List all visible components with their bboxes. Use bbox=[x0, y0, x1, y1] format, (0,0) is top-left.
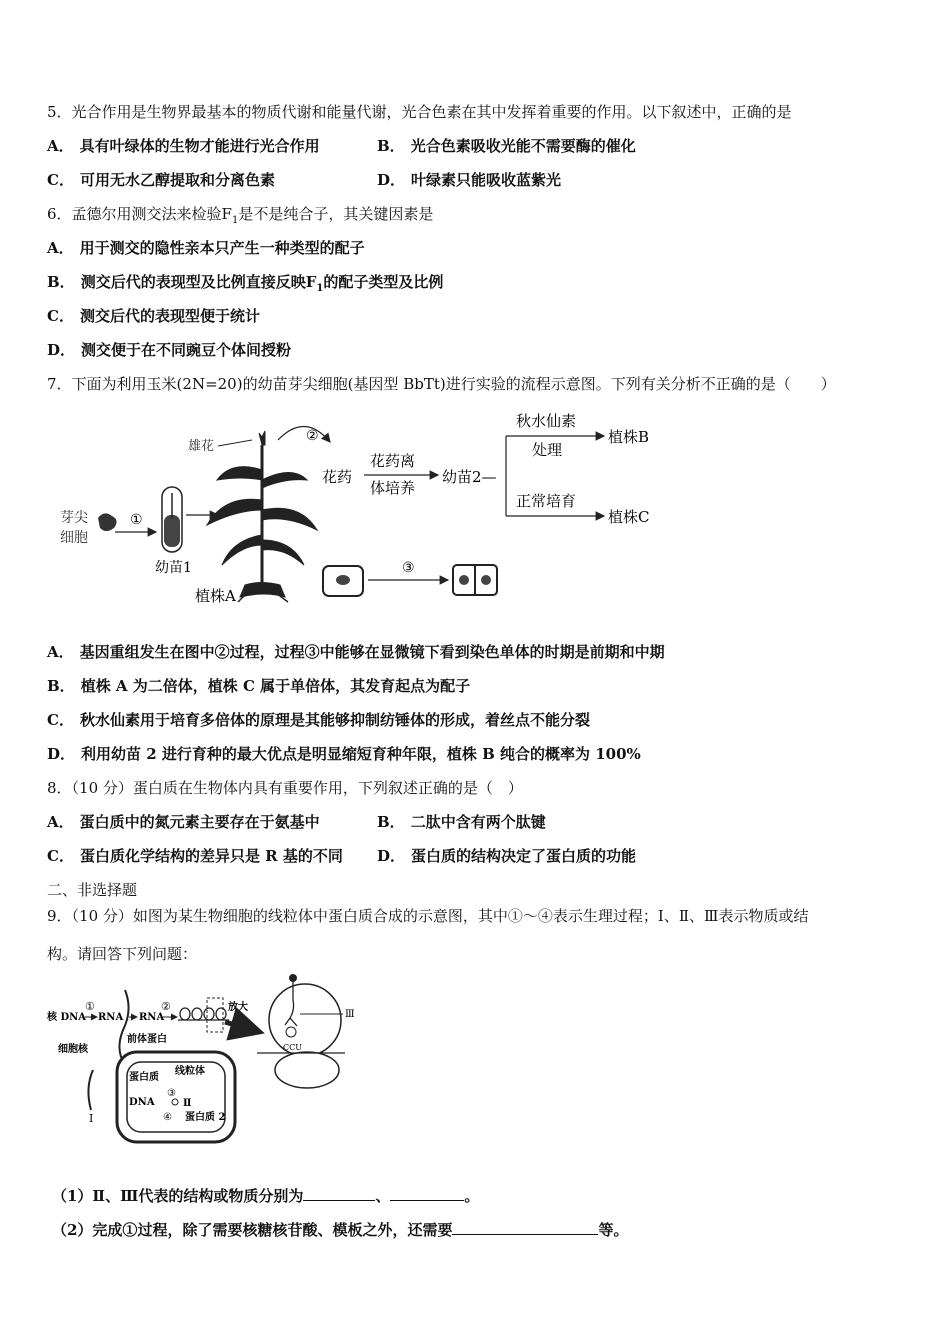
enlarge-box bbox=[207, 998, 223, 1032]
normal-culture-label: 正常培育 bbox=[516, 492, 577, 510]
enlarge-arrow bbox=[225, 1022, 260, 1032]
q5-option-c: C． 可用无水乙醇提取和分离色素 bbox=[47, 171, 275, 189]
q9-sub2: （2）完成①过程，除了需要核糖核苷酸、模板之外，还需要 等。 bbox=[52, 1221, 629, 1239]
rna2-label: RNA bbox=[139, 1012, 165, 1023]
q9-step3: ③ bbox=[167, 1088, 176, 1099]
q9-step2: ② bbox=[161, 1000, 171, 1013]
q7-diagram bbox=[40, 400, 720, 615]
arrow-2 bbox=[278, 426, 330, 442]
q8-option-b: B． 二肽中含有两个肽键 bbox=[377, 813, 546, 831]
answer-blank-3[interactable] bbox=[452, 1220, 598, 1235]
enlarge-label: 放大 bbox=[228, 1002, 248, 1013]
q9-diagram bbox=[45, 970, 365, 1150]
q9-step4: ④ bbox=[163, 1112, 172, 1123]
roman3-label: Ⅲ bbox=[345, 1009, 355, 1020]
q9-step1: ① bbox=[85, 1000, 95, 1013]
q6-option-c: C． 测交后代的表现型便于统计 bbox=[47, 307, 260, 325]
precursor-protein-label: 前体蛋白 bbox=[127, 1034, 167, 1045]
amino-acid-dot bbox=[289, 974, 297, 982]
q6-option-d: D． 测交便于在不同豌豆个体间授粉 bbox=[47, 341, 292, 359]
q5-stem: 5．光合作用是生物界最基本的物质代谢和能量代谢，光合色素在其中发挥着重要的作用。以下叙述中，正确的是 bbox=[47, 103, 792, 121]
seedling2-label: 幼苗2— bbox=[442, 468, 497, 486]
q6-option-b: B． 测交后代的表现型及比例直接反映$F_1$的配子类型及比例 bbox=[47, 273, 444, 294]
mito-dna-label: DNA bbox=[129, 1097, 155, 1108]
q8-stem: 8．（10 分）蛋白质在生物体内具有重要作用，下列叙述正确的是（ ） bbox=[47, 779, 523, 797]
q9-sub1: （1）Ⅱ、Ⅲ代表的结构或物质分别为 、 。 bbox=[52, 1187, 480, 1205]
enlarged-ribosome-upper bbox=[269, 984, 341, 1056]
plant-c-label: 植株C bbox=[608, 508, 650, 526]
male-flower-pointer bbox=[218, 440, 252, 446]
roman1-label: Ⅰ bbox=[89, 1112, 94, 1125]
q7-step2: ② bbox=[306, 428, 319, 444]
q7-option-b: B． 植株 A 为二倍体，植株 C 属于单倍体，其发育起点为配子 bbox=[47, 677, 471, 695]
corn-plant bbox=[207, 431, 317, 602]
protein1-label: 蛋白质 bbox=[129, 1072, 159, 1083]
q7-stem: 7．下面为利用玉米(2N=20)的幼苗芽尖细胞(基因型 BbTt)进行实验的流程示意图。下列有关分析不正确的是（ ） bbox=[47, 375, 836, 393]
anther-culture-label-2: 体培养 bbox=[370, 479, 416, 497]
q7-step1: ① bbox=[130, 512, 143, 528]
q5-option-a: A． 具有叶绿体的生物才能进行光合作用 bbox=[47, 137, 320, 155]
protein2-label: 蛋白质 2 bbox=[185, 1112, 226, 1123]
colchicine-label-1: 秋水仙素 bbox=[516, 412, 577, 430]
anther-label: 花药 bbox=[322, 468, 353, 486]
nucleus-label: 细胞核 bbox=[58, 1044, 88, 1055]
rna1-label: RNA bbox=[98, 1012, 124, 1023]
q8-option-d: D． 蛋白质的结构决定了蛋白质的功能 bbox=[377, 847, 637, 865]
q5-option-d: D． 叶绿素只能吸收蓝紫光 bbox=[377, 171, 562, 189]
ccu-label: CCU bbox=[283, 1043, 302, 1052]
answer-blank-2[interactable] bbox=[390, 1186, 464, 1201]
q7-option-a: A． 基因重组发生在图中②过程，过程③中能够在显微镜下看到染色单体的时期是前期和中期 bbox=[47, 643, 665, 661]
answer-blank-1[interactable] bbox=[303, 1186, 375, 1201]
q7-option-d: D． 利用幼苗 2 进行育种的最大优点是明显缩短育种年限，植株 B 纯合的概率为 100% bbox=[47, 745, 641, 763]
enlarged-ribosome-lower bbox=[275, 1052, 339, 1088]
test-tube bbox=[162, 487, 182, 552]
q9-stem-line1: 9．（10 分）如图为某生物细胞的线粒体中蛋白质合成的示意图，其中①～④表示生理过程；Ⅰ、Ⅱ、Ⅲ表示物质或结 bbox=[47, 907, 809, 925]
q8-option-a: A． 蛋白质中的氮元素主要存在于氨基中 bbox=[47, 813, 320, 831]
bud-cell-label-2: 细胞 bbox=[60, 530, 88, 546]
cell-after bbox=[453, 565, 497, 595]
q7-step3: ③ bbox=[402, 560, 415, 576]
anther-culture-label-1: 花药离 bbox=[370, 452, 416, 470]
male-flower-label: 雄花 bbox=[188, 439, 215, 454]
mito-label: 线粒体 bbox=[175, 1066, 205, 1077]
q5-option-b: B． 光合色素吸收光能不需要酶的催化 bbox=[377, 137, 636, 155]
cell-before bbox=[323, 566, 363, 596]
q6-option-a: A． 用于测交的隐性亲本只产生一种类型的配子 bbox=[47, 239, 365, 257]
bud-cell-blob bbox=[98, 513, 117, 531]
plant-a-label: 植株A bbox=[195, 587, 236, 605]
q9-stem-line2: 构。请回答下列问题： bbox=[47, 945, 198, 963]
roman2-label: Ⅱ bbox=[183, 1098, 192, 1109]
section-heading: 二、非选择题 bbox=[47, 881, 138, 899]
bud-cell-label-1: 芽尖 bbox=[60, 510, 88, 526]
nuclear-dna-label: 核 DNA bbox=[47, 1012, 87, 1023]
structure-i-line bbox=[88, 1070, 93, 1110]
q6-stem: 6．孟德尔用测交法来检验$F_1$是不是纯合子，其关键因素是 bbox=[47, 205, 434, 226]
q8-option-c: C． 蛋白质化学结构的差异只是 R 基的不同 bbox=[47, 847, 343, 865]
ribosomes bbox=[178, 1008, 229, 1020]
colchicine-label-2: 处理 bbox=[532, 441, 563, 459]
plant-b-label: 植株B bbox=[608, 428, 650, 446]
seedling1-label: 幼苗1 bbox=[155, 560, 192, 576]
q7-option-c: C． 秋水仙素用于培育多倍体的原理是其能够抑制纺锤体的形成，着丝点不能分裂 bbox=[47, 711, 590, 729]
